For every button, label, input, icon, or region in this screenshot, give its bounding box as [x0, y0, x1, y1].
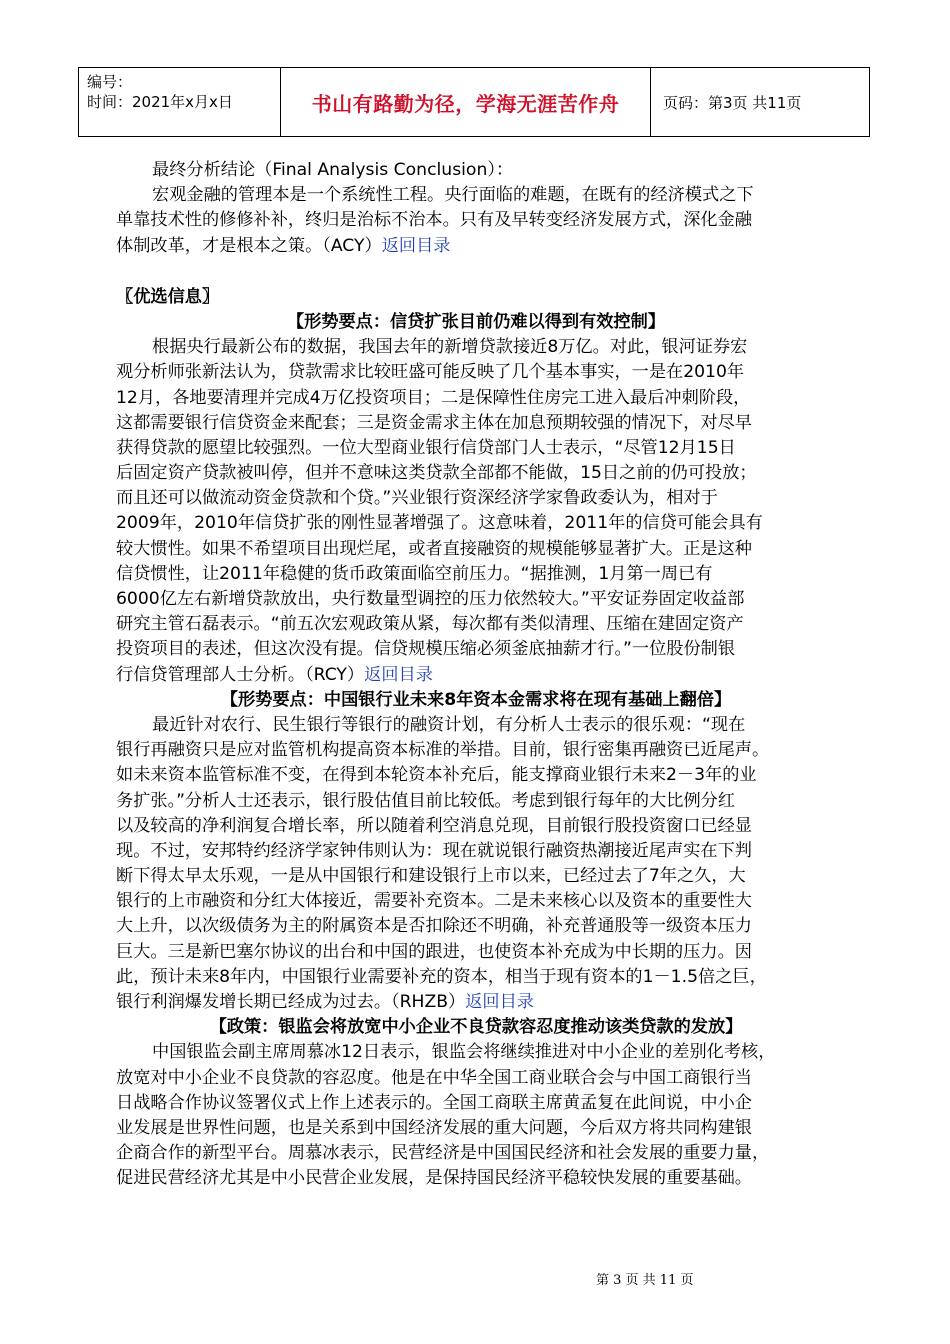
article-line: 信贷惯性，让2011年稳健的货币政策面临空前压力。“据推测，1月第一周已有 — [116, 563, 713, 584]
conclusion-line: 单靠技术性的修修补补，终归是治标不治本。只有及早转变经济发展方式，深化金融 — [116, 210, 752, 231]
header-page-label: 页码：第3页 共11页 — [663, 93, 802, 112]
article-text: 银行利润爆发增长期已经成为过去。（RHZB） — [116, 992, 466, 1012]
article-line: 观分析师张新法认为，贷款需求比较旺盛可能反映了几个基本事实，一是在2010年 — [116, 362, 745, 383]
document-body — [116, 158, 836, 1192]
conclusion-line: 宏观金融的管理本是一个系统性工程。央行面临的难题，在既有的经济模式之下 — [152, 185, 754, 206]
article-line: 大上升，以次级债务为主的附属资本是否扣除还不明确，补充普通股等一级资本压力 — [116, 916, 752, 937]
article-body — [116, 335, 836, 662]
return-to-toc-link[interactable]: 返回目录 — [364, 664, 433, 685]
article-heading: 【形势要点：中国银行业未来8年资本金需求将在现有基础上翻倍】 — [220, 689, 732, 710]
article-line: 研究主管石磊表示。“前五次宏观政策从紧，每次都有类似清理、压缩在建固定资产 — [116, 614, 744, 635]
article-line: 以及较高的净利润复合增长率，所以随着利空消息兑现，目前银行股投资窗口已经显 — [116, 815, 752, 836]
article-line: 12月，各地要清理并完成4万亿投资项目；二是保障性住房完工进入最后冲刺阶段， — [116, 387, 751, 408]
header-motto: 书山有路勤为径，学海无涯苦作舟 — [281, 68, 651, 136]
article-line: 日战略合作协议签署仪式上作上述表示的。全国工商联主席黄孟复在此间说，中小企 — [116, 1092, 752, 1113]
article-line: 现。不过，安邦特约经济学家钟伟则认为：现在就说银行融资热潮接近尾声实在下判 — [116, 840, 752, 861]
article-line: 企商合作的新型平台。周慕冰表示，民营经济是中国国民经济和社会发展的重要力量， — [116, 1143, 770, 1164]
article-heading: 【形势要点：信贷扩张目前仍难以得到有效控制】 — [286, 311, 666, 332]
article-heading: 【政策：银监会将放宽中小企业不良贷款容忍度推动该类贷款的发放】 — [209, 1017, 743, 1038]
time-label: 时间：2021年x月x日 — [87, 93, 233, 111]
article-line — [116, 990, 836, 1015]
article-line: 银行再融资只是应对监管机构提高资本标准的举措。目前，银行密集再融资已近尾声。 — [116, 740, 770, 761]
article-line: 如未来资本监管标准不变，在得到本轮资本补充后，能支撑商业银行未来2－3年的业 — [116, 765, 757, 786]
number-label: 编号： — [87, 73, 133, 91]
article-line: 根据央行最新公布的数据，我国去年的新增贷款接近8万亿。对此，银河证券宏 — [152, 337, 748, 358]
article-line: 最近针对农行、民生银行等银行的融资计划，有分析人士表示的很乐观：“现在 — [152, 714, 746, 735]
return-to-toc-link[interactable]: 返回目录 — [381, 235, 451, 256]
conclusion-text: 体制改革，才是根本之策。（ACY） — [116, 235, 382, 256]
article-line: 较大惯性。如果不希望项目出现烂尾，或者直接融资的规模能够显著扩大。正是这种 — [116, 538, 752, 559]
article-line: 放宽对中小企业不良贷款的容忍度。他是在中华全国工商业联合会与中国工商银行当 — [116, 1067, 752, 1088]
header-meta — [79, 68, 281, 136]
article-line: 此，预计未来8年内，中国银行业需要补充的资本，相当于现有资本的1－1.5倍之巨， — [116, 966, 767, 987]
footer-page-number: 第 3 页 共 11 页 — [596, 1273, 694, 1288]
article-line: 业发展是世界性问题，也是关系到中国经济发展的重大问题，今后双方将共同构建银 — [116, 1117, 752, 1138]
article-body — [116, 1040, 836, 1191]
article-line: 后固定资产贷款被叫停，但并不意味这类贷款全部都不能做，15日之前的仍可投放； — [116, 463, 757, 484]
conclusion-title: 最终分析结论（Final Analysis Conclusion）： — [152, 160, 514, 180]
article-line: 银行的上市融资和分红大体接近，需要补充资本。二是未来核心以及资本的重要性大 — [116, 891, 752, 912]
article-line: 6000亿左右新增贷款放出，央行数量型调控的压力依然较大。”平安证券固定收益部 — [116, 589, 745, 609]
article-line: 投资项目的表述，但这次没有提。信贷规模压缩必须釜底抽薪才行。”一位股份制银 — [116, 639, 736, 660]
article-line: 巨大。三是新巴塞尔协议的出台和中国的跟进，也使资本补充成为中长期的压力。因 — [116, 941, 752, 962]
conclusion-line — [116, 234, 836, 259]
section-title: 〖优选信息〗 — [116, 286, 220, 307]
article-line: 而且还可以做流动资金贷款和个贷。”兴业银行资深经济学家鲁政委认为，相对于 — [116, 488, 718, 509]
article-line — [116, 663, 836, 688]
article-line: 这都需要银行信贷资金来配套；三是资金需求主体在加息预期较强的情况下，对尽早 — [116, 412, 752, 433]
article-line: 促进民营经济尤其是中小民营企业发展，是保持国民经济平稳较快发展的重要基础。 — [116, 1168, 752, 1189]
article-line: 2009年，2010年信贷扩张的刚性显著增强了。这意味着，2011年的信贷可能会具有 — [116, 513, 763, 534]
article-line: 获得贷款的愿望比较强烈。一位大型商业银行信贷部门人士表示，“尽管12月15日 — [116, 437, 736, 458]
return-to-toc-link[interactable]: 返回目录 — [465, 992, 534, 1012]
article-text: 行信贷管理部人士分析。（RCY） — [116, 664, 365, 685]
article-body — [116, 713, 836, 990]
article-line: 中国银监会副主席周慕冰12日表示，银监会将继续推进对中小企业的差别化考核， — [152, 1042, 776, 1063]
article-line: 务扩张。”分析人士还表示，银行股估值目前比较低。考虑到银行每年的大比例分红 — [116, 790, 736, 811]
article-line: 断下得太早太乐观，一是从中国银行和建设银行上市以来，已经过去了7年之久，大 — [116, 866, 746, 887]
header-table — [78, 67, 870, 137]
